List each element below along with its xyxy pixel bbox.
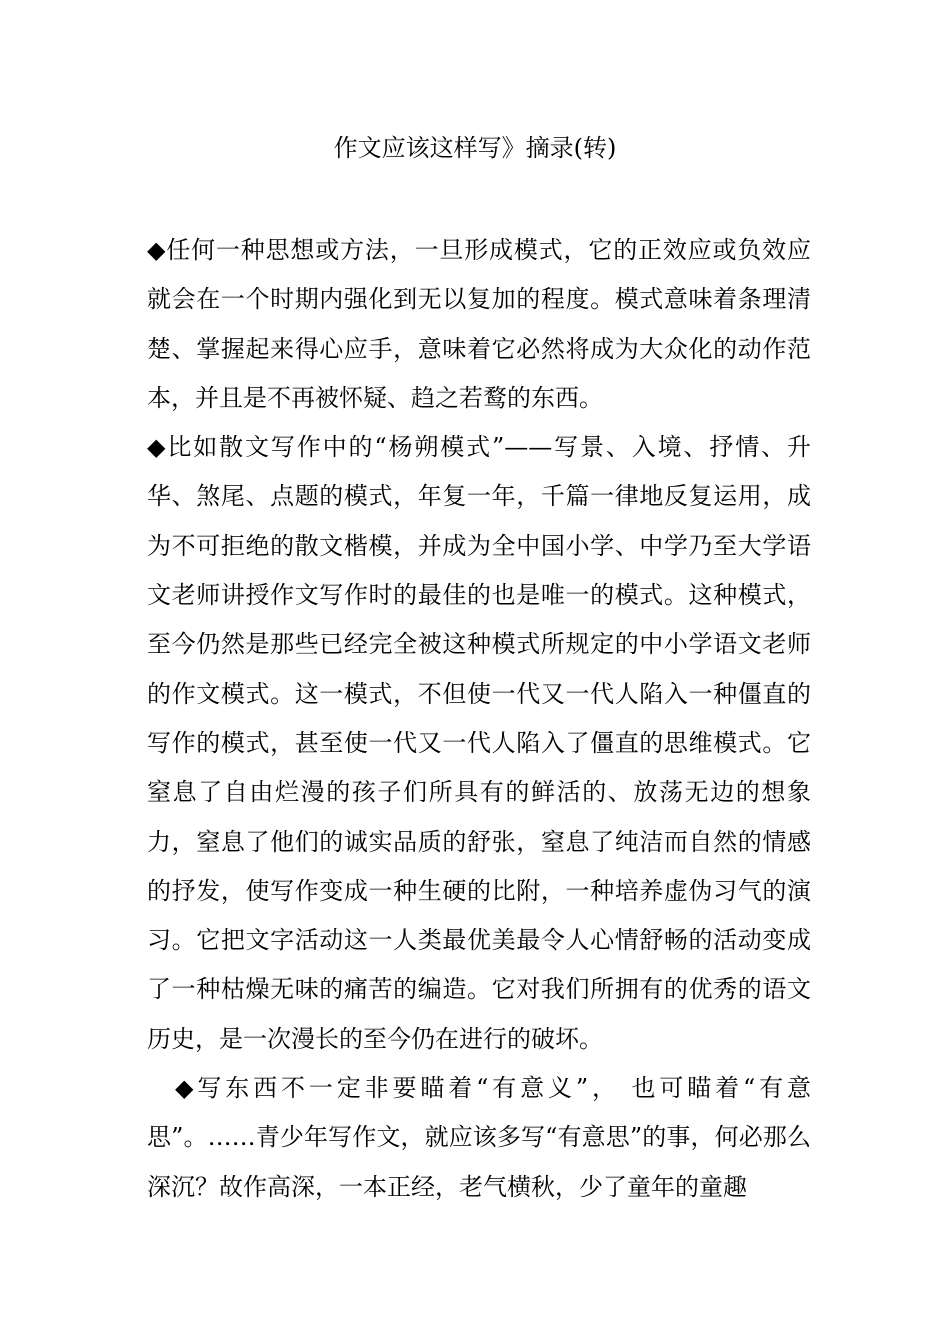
paragraph-3: ◆写东西不一定非要瞄着“有意义”， 也可瞄着“有意思”。……青少年写作文，就应该多写“有意思”的事，何必那么深沉？故作高深，一本正经，老气横秋，少了童年的童趣 <box>147 1074 811 1201</box>
document-body <box>147 226 811 1212</box>
document-title: 作文应该这样写》摘录(转) <box>333 134 617 162</box>
paragraph-1: ◆任何一种思想或方法，一旦形成模式，它的正效应或负效应就会在一个时期内强化到无以复加的程度。模式意味着条理清楚、掌握起来得心应手，意味着它必然将成为大众化的动作范本，并且是不再被怀疑、趋之若鹜的东西。 <box>147 236 811 412</box>
paragraph-2: ◆比如散文写作中的“杨朔模式”——写景、入境、抒情、升华、煞尾、点题的模式，年复一年，千篇一律地反复运用，成为不可拒绝的散文楷模，并成为全中国小学、中学乃至大学语文老师讲授作文写作时的最佳的也是唯一的模式。这种模式，至今仍然是那些已经完全被这种模式所规定的中小学语文老师的作文模式。这一模式，不但使一代又一代人陷入一种僵直的写作的模式，甚至使一代又一代人陷入了僵直的思维模式。它窒息了自由烂漫的孩子们所具有的鲜活的、放荡无边的想象力，窒息了他们的诚实品质的舒张，窒息了纯洁而自然的情感的抒发，使写作变成一种生硬的比附，一种培养虚伪习气的演习。它把文字活动这一人类最优美最令人心情舒畅的活动变成了一种枯燥无味的痛苦的编造。它对我们所拥有的优秀的语文历史，是一次漫长的至今仍在进行的破坏。 <box>147 433 811 1053</box>
